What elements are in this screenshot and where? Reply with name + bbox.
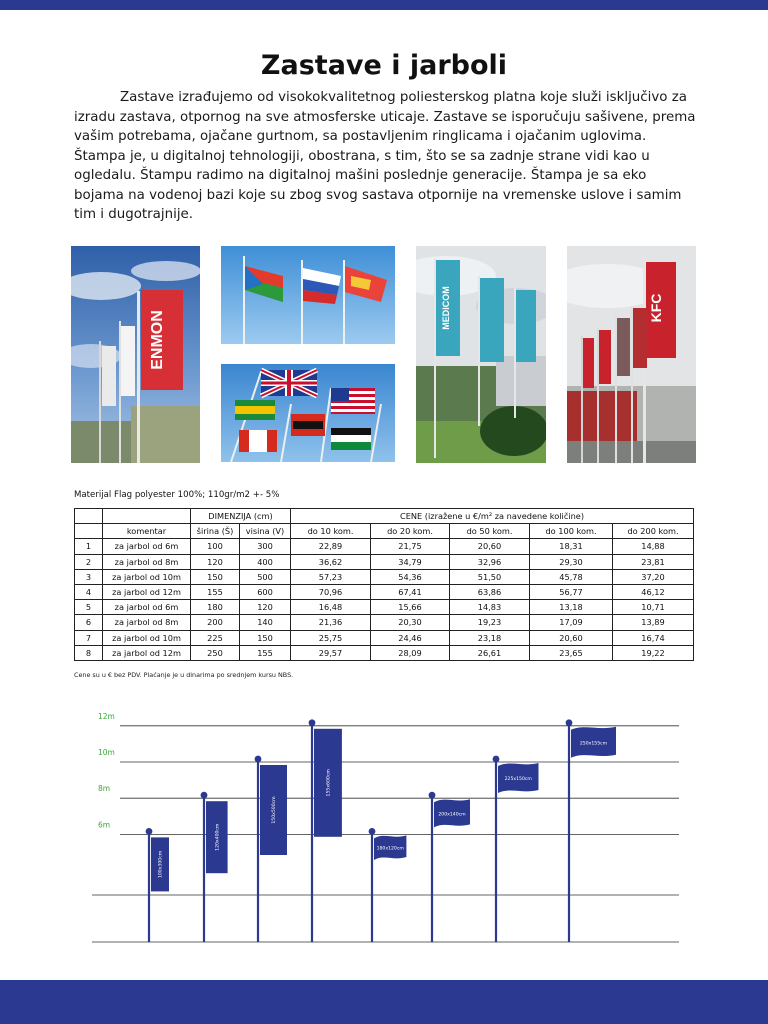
level-label: 8m	[98, 784, 111, 794]
pole-finial	[429, 792, 436, 799]
pole-finial	[146, 828, 153, 835]
flag-size-label: 100x300cm	[158, 850, 164, 879]
flag-size-label: 150x500cm	[272, 796, 277, 824]
photo-medicom-banners	[416, 246, 546, 463]
value-cell: 54,36	[371, 569, 450, 584]
pole-finial	[566, 719, 573, 726]
value-cell: 20,30	[371, 615, 450, 630]
value-cell: 51,50	[450, 569, 530, 584]
comment-cell: za jarbol od 10m	[103, 630, 191, 645]
table-corner-cell	[75, 524, 103, 539]
table-row	[75, 554, 694, 569]
top-accent-bar	[0, 0, 768, 10]
photo-national-flags	[221, 364, 395, 462]
value-cell: 155	[191, 584, 240, 599]
table-row	[75, 539, 694, 554]
value-cell: 26,61	[450, 645, 530, 660]
value-cell: 140	[240, 615, 291, 630]
value-cell: 29,57	[291, 645, 371, 660]
comment-cell: za jarbol od 8m	[103, 615, 191, 630]
flag-size-label: 180x120cm	[376, 846, 404, 852]
flag-size-label: 155x600cm	[326, 769, 332, 797]
flag-size-label: 120x400cm	[215, 823, 221, 851]
value-cell: 16,74	[613, 630, 694, 645]
row-number-cell: 4	[75, 584, 103, 599]
value-cell: 17,09	[530, 615, 613, 630]
value-cell: 20,60	[450, 539, 530, 554]
col-header-100: do 100 kom.	[530, 524, 613, 539]
value-cell: 200	[191, 615, 240, 630]
comment-cell: za jarbol od 12m	[103, 584, 191, 599]
value-cell: 19,23	[450, 615, 530, 630]
photo-enmon-banner	[71, 246, 200, 463]
value-cell: 21,75	[371, 539, 450, 554]
value-cell: 15,66	[371, 600, 450, 615]
level-label: 6m	[98, 820, 111, 830]
value-cell: 25,75	[291, 630, 371, 645]
value-cell: 150	[191, 569, 240, 584]
value-cell: 19,22	[613, 645, 694, 660]
material-spec: Materijal Flag polyester 100%; 110gr/m2 +- 5%	[74, 490, 280, 500]
flag-size-label: 225x150cm	[504, 777, 532, 782]
value-cell: 23,65	[530, 645, 613, 660]
comment-cell: za jarbol od 6m	[103, 539, 191, 554]
row-number-cell: 7	[75, 630, 103, 645]
value-cell: 250	[191, 645, 240, 660]
prices-header: CENE (izražene u €/m² za navedene količine)	[291, 509, 694, 524]
value-cell: 67,41	[371, 584, 450, 599]
value-cell: 225	[191, 630, 240, 645]
table-empty-cell	[103, 509, 191, 524]
page-title: Zastave i jarboli	[260, 50, 508, 82]
table-row	[75, 630, 694, 645]
value-cell: 37,20	[613, 569, 694, 584]
value-cell: 21,36	[291, 615, 371, 630]
table-row	[75, 584, 694, 599]
price-note: Cene su u € bez PDV. Plaćanje je u dinarima po srednjem kursu NBS.	[74, 671, 294, 679]
value-cell: 14,88	[613, 539, 694, 554]
comment-cell: za jarbol od 8m	[103, 554, 191, 569]
value-cell: 36,62	[291, 554, 371, 569]
value-cell: 155	[240, 645, 291, 660]
photo-three-flags	[221, 246, 395, 344]
value-cell: 14,83	[450, 600, 530, 615]
value-cell: 100	[191, 539, 240, 554]
value-cell: 16,48	[291, 600, 371, 615]
col-header-visina: visina (V)	[240, 524, 291, 539]
value-cell: 500	[240, 569, 291, 584]
enmon-banner-text: ENMON	[149, 310, 166, 370]
value-cell: 24,46	[371, 630, 450, 645]
value-cell: 70,96	[291, 584, 371, 599]
value-cell: 180	[191, 600, 240, 615]
row-number-cell: 8	[75, 645, 103, 660]
pole-finial	[255, 756, 262, 763]
kfc-banner-text: KFC	[648, 293, 664, 323]
table-corner-cell	[75, 509, 103, 524]
table-row	[75, 569, 694, 584]
pole-finial	[201, 792, 208, 799]
value-cell: 20,60	[530, 630, 613, 645]
table-row	[75, 645, 694, 660]
value-cell: 23,81	[613, 554, 694, 569]
row-number-cell: 3	[75, 569, 103, 584]
flag-size-label: 250x155cm	[579, 741, 608, 747]
value-cell: 56,77	[530, 584, 613, 599]
pole-finial	[369, 828, 376, 835]
table-group-header-row	[75, 509, 694, 524]
col-header-50: do 50 kom.	[450, 524, 530, 539]
level-label: 12m	[98, 711, 115, 721]
level-label: 10m	[98, 748, 115, 757]
row-number-cell: 1	[75, 539, 103, 554]
value-cell: 13,89	[613, 615, 694, 630]
col-header-20: do 20 kom.	[371, 524, 450, 539]
value-cell: 10,71	[613, 600, 694, 615]
row-number-cell: 6	[75, 615, 103, 630]
value-cell: 23,18	[450, 630, 530, 645]
value-cell: 22,89	[291, 539, 371, 554]
value-cell: 63,86	[450, 584, 530, 599]
value-cell: 400	[240, 554, 291, 569]
medicom-banner-text: MEDICOM	[441, 286, 451, 330]
value-cell: 120	[191, 554, 240, 569]
flag-size-label: 200x140cm	[438, 812, 466, 818]
row-number-cell: 5	[75, 600, 103, 615]
value-cell: 300	[240, 539, 291, 554]
value-cell: 34,79	[371, 554, 450, 569]
col-header-10: do 10 kom.	[291, 524, 371, 539]
table-row	[75, 615, 694, 630]
intro-paragraph: Zastave izrađujemo od visokokvalitetnog poliesterskog platna koje služi isključivo za izradu zastava, otpornog na sve atmosferske uticaje. Zastave se isporučuju sašivene, prema vašim potrebama, ojačane gurtnom, sa postavljenim ringlicama i ojačanim uglovima. Štampa je, u digitalnoj tehnologiji, obostrana, s tim, što se sa zadnje strane vidi kao u ogledalu. Štampu radimo na digitalnoj mašini poslednje generacije. Štampa je sa eko bojama na vodenoj bazi koje su zbog svog sastava otpornije na vremenske uslove i samim tim i dugotrajnije.	[74, 90, 696, 222]
value-cell: 29,30	[530, 554, 613, 569]
pole-finial	[309, 719, 316, 726]
value-cell: 45,78	[530, 569, 613, 584]
value-cell: 32,96	[450, 554, 530, 569]
photo-kfc-banners	[567, 246, 696, 463]
value-cell: 18,31	[530, 539, 613, 554]
table-column-header-row	[75, 524, 694, 539]
value-cell: 46,12	[613, 584, 694, 599]
table-row	[75, 600, 694, 615]
col-header-200: do 200 kom.	[613, 524, 694, 539]
value-cell: 150	[240, 630, 291, 645]
flag-size-diagram	[0, 700, 768, 960]
price-table	[74, 508, 694, 661]
value-cell: 120	[240, 600, 291, 615]
comment-cell: za jarbol od 10m	[103, 569, 191, 584]
value-cell: 28,09	[371, 645, 450, 660]
pole-finial	[493, 756, 500, 763]
row-number-cell: 2	[75, 554, 103, 569]
col-header-komentar: komentar	[103, 524, 191, 539]
col-header-sirina: širina (Š)	[191, 524, 240, 539]
value-cell: 600	[240, 584, 291, 599]
dimension-header: DIMENZIJA (cm)	[191, 509, 291, 524]
value-cell: 57,23	[291, 569, 371, 584]
comment-cell: za jarbol od 6m	[103, 600, 191, 615]
value-cell: 13,18	[530, 600, 613, 615]
bottom-accent-bar	[0, 980, 768, 1024]
comment-cell: za jarbol od 12m	[103, 645, 191, 660]
